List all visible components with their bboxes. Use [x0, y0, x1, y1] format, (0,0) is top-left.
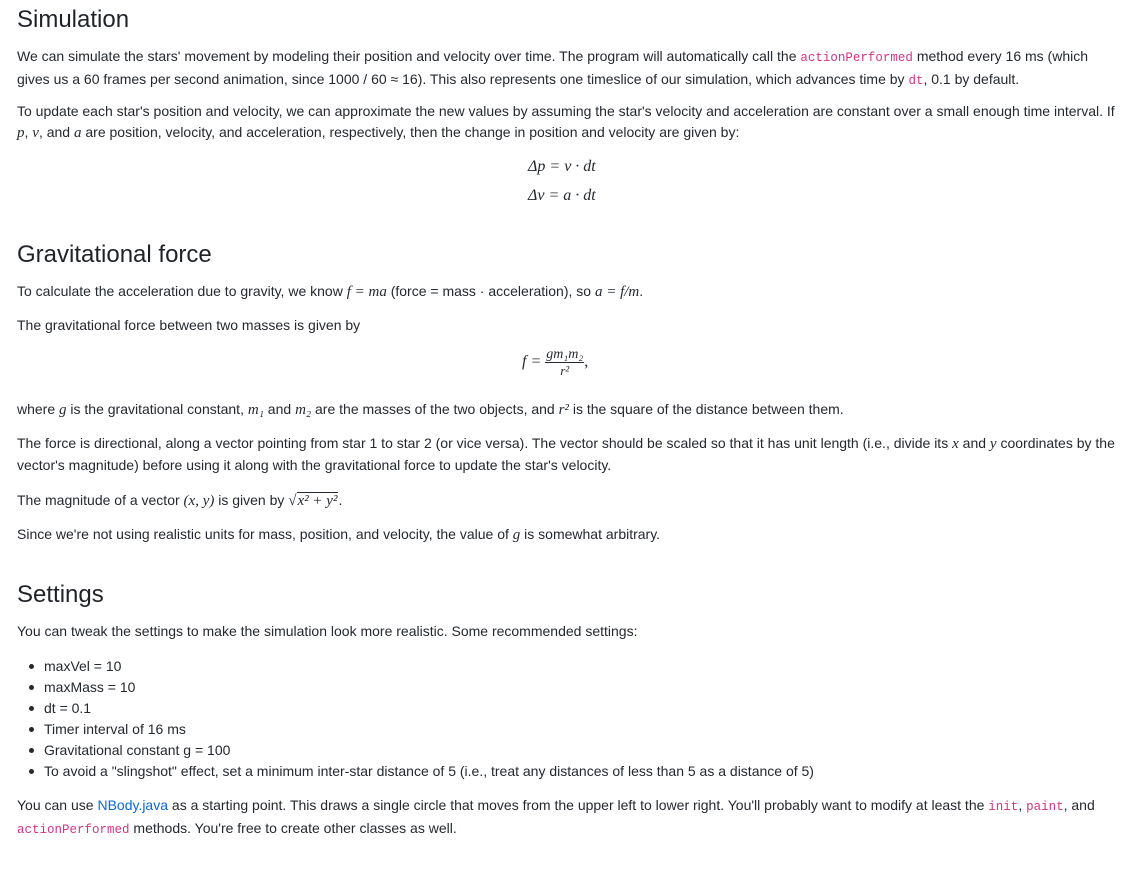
gravity-paragraph-4: The force is directional, along a vector pointing from star 1 to star 2 (or vice versa). The vector should be scaled so that it has unit length (i.e., divide its x and y coordinates by the vector's magnitude) before using it along with the gravitational force to update the star's velocity.: [17, 435, 1115, 473]
code-action-performed: actionPerformed: [17, 823, 130, 837]
list-item: maxMass = 10: [44, 677, 814, 698]
code-paint: paint: [1026, 800, 1064, 814]
gravity-paragraph-3: where g is the gravitational constant, m₁ and m₂ are the masses of the two objects, and r² is the square of the distance between them.: [17, 401, 844, 418]
simulation-paragraph-2: To update each star's position and velocity, we can approximate the new values by assuming the star's velocity and acceleration are constant over a small enough time interval. If p, v, and a are position, velocity, and acceleration, respectively, then the change in position and velocity are given by:: [17, 103, 1115, 141]
code-init: init: [988, 800, 1019, 814]
equation-delta-velocity: Δv = a · dt: [528, 187, 596, 204]
equation-gravitational-force: f = $\frac{\text{gm₁m₂}}{\text{r²}}$ ,: [522, 347, 589, 378]
list-item: Timer interval of 16 ms: [44, 719, 814, 740]
section-heading-gravitational-force: Gravitational force: [17, 241, 212, 268]
gravity-paragraph-6: Since we're not using realistic units for mass, position, and velocity, the value of g is somewhat arbitrary.: [17, 526, 661, 543]
equation-delta-position: Δp = v · dt: [528, 158, 596, 175]
section-heading-settings: Settings: [17, 581, 104, 608]
code-action-performed: actionPerformed: [800, 51, 913, 65]
settings-outro: You can use NBody.java as a starting point. This draws a single circle that moves from the upper left to lower right. You'll probably want to modify at least the init, paint, and actionPerformed methods. You're free to create other classes as well.: [17, 797, 1095, 837]
square-root: √x² + y²: [288, 493, 338, 509]
gravity-paragraph-2: The gravitational force between two masses is given by: [17, 317, 361, 333]
nbody-java-link[interactable]: NBody.java: [97, 797, 169, 813]
gravity-paragraph-5: The magnitude of a vector (x, y) is given by √x² + y².: [17, 490, 1117, 512]
section-heading-simulation: Simulation: [17, 6, 130, 33]
settings-intro: You can tweak the settings to make the simulation look more realistic. Some recommended settings:: [17, 623, 638, 639]
gravity-paragraph-1: To calculate the acceleration due to gravity, we know f = ma (force = mass · acceleration), so a = f/m.: [17, 283, 644, 300]
fraction: $\frac{\text{gm₁m₂}}{\text{r²}}$: [546, 347, 584, 378]
list-item: maxVel = 10: [44, 656, 814, 677]
settings-list: [17, 656, 814, 782]
list-item: dt = 0.1: [44, 698, 814, 719]
code-dt: dt: [908, 74, 924, 88]
list-item: To avoid a "slingshot" effect, set a minimum inter-star distance of 5 (i.e., treat any distances of less than 5 as a distance of 5): [44, 761, 814, 782]
simulation-paragraph-1: We can simulate the stars' movement by modeling their position and velocity over time. The program will automatically call the actionPerformed method every 16 ms (which gives us a 60 frames per second animation, since 1000 / 60 ≈ 16). This also represents one timeslice of our simulation, which advances time by dt, 0.1 by default.: [17, 48, 1089, 88]
list-item: Gravitational constant g = 100: [44, 740, 814, 761]
